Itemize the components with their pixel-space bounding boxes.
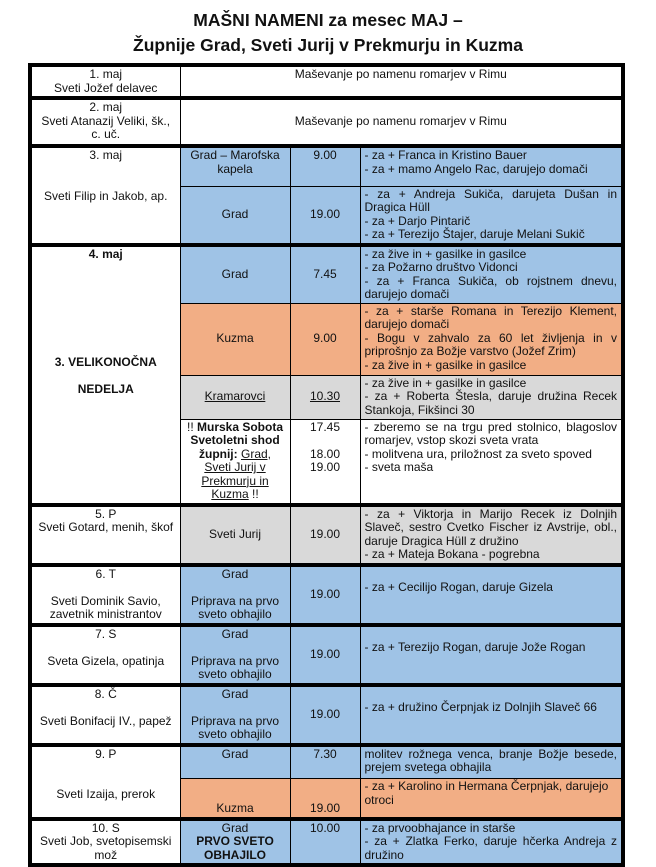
title-line-1: MAŠNI NAMENI za mesec MAJ –: [193, 10, 463, 30]
place-label: Grad: [221, 820, 249, 835]
place-label: Grad: [221, 566, 249, 581]
table-row-day-5: [30, 505, 623, 565]
time-cell: [290, 419, 360, 505]
time-cell: 9.00: [290, 146, 360, 186]
intention: - Bogu v zahvalo za 60 let življenja in v priprošnjo za Božje varstvo (Jožef Zrim): [364, 330, 617, 358]
place-cell: [180, 419, 290, 505]
document-title: [0, 0, 656, 58]
place-cell: Kuzma: [180, 303, 290, 375]
table-row-day-9-mass-1: [30, 745, 623, 779]
time-cell: 19.00: [290, 685, 360, 745]
saint-label: Sveti Jožef delavec: [54, 80, 158, 95]
intention: - molitvena ura, priložnost za sveto spoved: [364, 446, 592, 461]
intention: - za + Zlatka Ferko, daruje hčerka Andreja z družino: [364, 834, 617, 862]
intentions-cell: [360, 685, 623, 745]
saint-label: Sveti Atanazij Veliki, šk., c. uč.: [41, 113, 171, 141]
time-label: 19.00: [309, 460, 341, 474]
intention: - za + Mateja Bokana - pogrebna: [364, 547, 540, 561]
place-prefix: !!: [186, 419, 197, 434]
intentions-cell: [360, 419, 623, 505]
place-cell: [180, 565, 290, 625]
place-note: Priprava na prvo sveto obhajilo: [190, 713, 280, 741]
intention: - za + starše Romana in Terezijo Klement, darujejo domači: [364, 303, 617, 331]
saint-label: Sveti Izaija, prerok: [56, 787, 156, 801]
date-label: 6. T: [95, 566, 116, 581]
date-cell: [30, 745, 180, 819]
intentions-cell: [360, 245, 623, 304]
date-label: 8. Č: [94, 686, 117, 701]
place-cell: [180, 685, 290, 745]
date-cell: [30, 625, 180, 685]
intention: - zberemo se na trgu pred stolnico, blagoslov romarjev, vstop skozi sveta vrata: [364, 419, 617, 447]
saint-label: Sveti Filip in Jakob, ap.: [44, 188, 168, 203]
intentions-cell: molitev rožnega venca, branje Božje besede, prejem svetega obhajila: [360, 745, 623, 779]
intentions-cell: [360, 146, 623, 186]
date-label: 5. P: [95, 506, 117, 521]
table-row-day-10: [30, 819, 623, 866]
intention: - za + Roberta Štesla, daruje družina Recek Stankoja, Fikšinci 30: [364, 389, 617, 417]
time-cell: 10.30: [290, 375, 360, 419]
intentions-cell: [360, 303, 623, 375]
place-label: Grad: [221, 626, 249, 641]
intention: - za prvoobhajance in starše: [364, 820, 516, 835]
intention: - za + Franca in Kristino Bauer: [364, 148, 527, 162]
date-label: 7. S: [95, 626, 117, 641]
saint-label: Sveta Gizela, opatinja: [47, 653, 165, 668]
intentions-cell: [360, 505, 623, 565]
place-cell: [180, 819, 290, 866]
place-note: Priprava na prvo sveto obhajilo: [190, 593, 280, 621]
place-cell: Grad: [180, 186, 290, 245]
note-cell: Maševanje po namenu romarjev v Rimu: [180, 65, 623, 98]
date-cell: [30, 565, 180, 625]
date-cell: [30, 685, 180, 745]
table-row-day-4-mass-1: [30, 245, 623, 304]
intention: - za + družino Čerpnjak iz Dolnjih Slaveč 66: [364, 700, 597, 714]
time-cell: 19.00: [290, 186, 360, 245]
mass-schedule-table: [28, 63, 625, 867]
place-cell: Grad: [180, 745, 290, 779]
title-line-2: Župnije Grad, Sveti Jurij v Prekmurju in Kuzma: [133, 35, 523, 55]
intention: - za + Viktorja in Marijo Recek iz Dolnjih Slaveč, sestro Cvetko Fischer iz Avstrije, obl., daruje Dragica Hüll z družino: [364, 506, 617, 548]
place-label: Grad: [221, 686, 249, 701]
note-cell: Maševanje po namenu romarjev v Rimu: [180, 98, 623, 146]
place-bold: Murska Sobota Svetoletni shod župnij:: [190, 419, 284, 461]
intention: - za + Andreja Sukiča, darujeta Dušan in Dragica Hüll: [364, 186, 617, 214]
date-label: 1. maj: [89, 67, 123, 81]
date-label: 9. P: [95, 746, 117, 761]
place-cell: Kramarovci: [180, 375, 290, 419]
place-suffix: !!: [248, 487, 259, 501]
saint-label: NEDELJA: [77, 381, 134, 396]
date-cell: [30, 245, 180, 505]
place-note: Priprava na prvo sveto obhajilo: [190, 653, 280, 681]
time-cell: 19.00: [290, 625, 360, 685]
intention: - za žive in + gasilke in gasilce: [364, 375, 527, 390]
time-label: 18.00: [309, 446, 341, 461]
time-cell: 9.00: [290, 303, 360, 375]
intentions-cell: [360, 186, 623, 245]
date-label: 2. maj: [89, 100, 123, 114]
table-row-day-7: [30, 625, 623, 685]
saint-label: Sveti Bonifacij IV., papež: [39, 713, 172, 728]
intentions-cell: - za + Karolino in Hermana Čerpnjak, darujejo otroci: [360, 779, 623, 819]
intention: - za žive in + gasilke in gasilce: [364, 357, 527, 372]
intention: - sveta maša: [364, 460, 434, 474]
table-row-day-8: [30, 685, 623, 745]
time-label: 17.45: [309, 419, 341, 434]
place-parishes: Grad, Sveti Jurij v Prekmurju in Kuzma: [201, 446, 271, 501]
place-cell: Grad – Marofska kapela: [180, 146, 290, 186]
place-cell: [180, 625, 290, 685]
time-cell: 19.00: [290, 779, 360, 819]
date-label: 10. S: [91, 820, 120, 835]
saint-label: 3. VELIKONOČNA: [54, 354, 157, 369]
table-row-day-1: [30, 65, 623, 98]
intentions-cell: [360, 565, 623, 625]
intention: - za + Darjo Pintarič: [364, 213, 471, 228]
intention: - za + Terezijo Štajer, daruje Melani Sukič: [364, 227, 585, 241]
intention: - za + Terezijo Rogan, daruje Jože Rogan: [364, 640, 586, 654]
date-cell: [30, 146, 180, 245]
date-label: 3. maj: [89, 148, 123, 162]
date-cell: [30, 98, 180, 146]
table-row-day-2: [30, 98, 623, 146]
time-cell: 19.00: [290, 505, 360, 565]
intentions-cell: [360, 375, 623, 419]
table-row-day-3-mass-1: [30, 146, 623, 186]
time-cell: 19.00: [290, 565, 360, 625]
time-cell: 7.45: [290, 245, 360, 304]
place-cell: Grad: [180, 245, 290, 304]
intention: - za + Cecilijo Rogan, daruje Gizela: [364, 580, 553, 594]
table-row-day-6: [30, 565, 623, 625]
date-label: 4. maj: [88, 246, 123, 261]
first-communion-label: PRVO SVETO OBHAJILO: [196, 834, 274, 862]
date-cell: [30, 819, 180, 866]
intentions-cell: [360, 819, 623, 866]
saint-label: Sveti Dominik Savio, zavetnik ministrantov: [49, 593, 162, 621]
intention: - za + Franca Sukiča, ob rojstnem dnevu, darujejo domači: [364, 273, 617, 301]
intention: - za žive in + gasilke in gasilce: [364, 246, 527, 261]
place-cell: Kuzma: [180, 779, 290, 819]
date-cell: [30, 505, 180, 565]
saint-label: Sveti Job, svetopisemski mož: [40, 834, 172, 862]
saint-label: Sveti Gotard, menih, škof: [38, 520, 174, 534]
date-cell: [30, 65, 180, 98]
place-cell: Sveti Jurij: [180, 505, 290, 565]
intention: - za Požarno društvo Vidonci: [364, 260, 518, 274]
intention: - za + mamo Angelo Rac, darujejo domači: [364, 161, 588, 176]
intentions-cell: [360, 625, 623, 685]
time-cell: 10.00: [290, 819, 360, 866]
time-cell: 7.30: [290, 745, 360, 779]
